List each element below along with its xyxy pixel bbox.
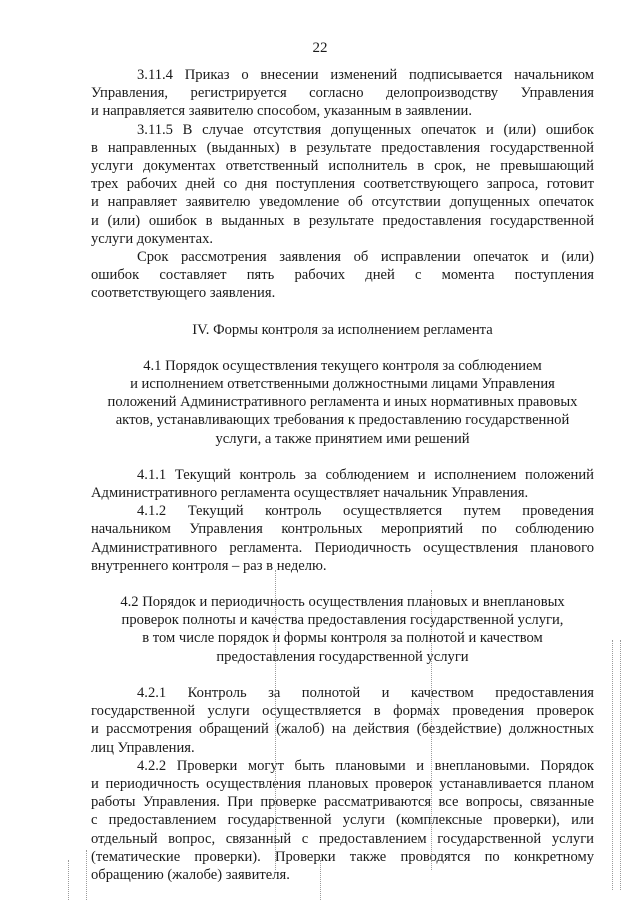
paragraph-review-term-line: Срок рассмотрения заявления об исправлении опечаток и (или) [137, 249, 594, 266]
subsection-4-2-heading-line: 4.2 Порядок и периодичность осуществления плановых и внеплановых [120, 594, 565, 611]
paragraph-4-2-2-line: (тематические проверки). Проверки также проводятся по конкретному [91, 848, 594, 865]
page-number: 22 [312, 40, 328, 56]
paragraph-4-2-2-line: отдельный вопрос, связанный с предоставлением государственной услуги [91, 830, 594, 847]
paragraph-review-term-line: соответствующего заявления. [91, 285, 276, 302]
subsection-4-1-heading-line: положений Административного регламента и иных нормативных правовых [107, 394, 578, 411]
paragraph-4-1-2-line: начальником Управления контрольных мероприятий по соблюдению [91, 521, 594, 538]
paragraph-4-1-2-line: 4.1.2 Текущий контроль осуществляется путем проведения [137, 503, 594, 520]
paragraph-3-11-5-line: трех рабочих дней со дня поступления соответствующего запроса, готовит [91, 176, 594, 193]
subsection-4-2-heading-line: предоставления государственной услуги [216, 648, 469, 665]
paragraph-3-11-5-line: услуги документах. [91, 230, 214, 247]
subsection-4-1-heading-line: актов, устанавливающих требования к предоставлению государственной [115, 412, 570, 429]
paragraph-4-2-1-line: государственной услуги осуществляется в формах проведения проверок [91, 703, 594, 720]
paragraph-3-11-5-line: и направляет заявителю уведомление об отсутствии допущенных опечаток [91, 194, 594, 211]
paragraph-4-2-1-line: лиц Управления. [91, 739, 195, 756]
paragraph-3-11-4-line: Управления, регистрируется согласно делопроизводству Управления [91, 85, 594, 102]
paragraph-3-11-5-line: в направленных (выданных) в результате предоставления государственной [91, 139, 594, 156]
paragraph-3-11-5-line: услуги документах ответственный исполнитель в срок, не превышающий [91, 158, 594, 175]
paragraph-3-11-5-line: 3.11.5 В случае отсутствия допущенных опечаток и (или) ошибок [137, 121, 594, 138]
paragraph-3-11-4-line: и направляется заявителю способом, указанным в заявлении. [91, 103, 472, 120]
paragraph-3-11-5-line: и (или) ошибок в выданных в результате предоставления государственной [91, 212, 594, 229]
paragraph-3-11-4-line: 3.11.4 Приказ о внесении изменений подписывается начальником [137, 67, 594, 83]
subsection-4-2-heading-line: в том числе порядок и формы контроля за полнотой и качеством [142, 630, 543, 647]
paragraph-4-2-2-line: 4.2.2 Проверки могут быть плановыми и внеплановыми. Порядок [137, 757, 594, 774]
scan-artifact [275, 570, 276, 870]
scan-artifact [86, 850, 87, 900]
scan-artifact [68, 860, 69, 900]
paragraph-4-1-1-line: Административного регламента осуществляет начальник Управления. [91, 485, 529, 502]
paragraph-4-2-1-line: 4.2.1 Контроль за полнотой и качеством предоставления [137, 684, 594, 701]
subsection-4-1-heading-line: и исполнением ответственными должностными лицами Управления [130, 376, 555, 393]
subsection-4-2-heading-line: проверок полноты и качества предоставления государственной услуги, [121, 612, 564, 629]
subsection-4-1-heading-line: 4.1 Порядок осуществления текущего контроля за соблюдением [143, 357, 542, 374]
paragraph-4-1-2-line: Административного регламента. Периодичность осуществления планового [91, 539, 594, 556]
scan-artifact [612, 640, 613, 890]
scan-artifact [320, 860, 321, 900]
paragraph-4-2-1-line: и рассмотрения обращений (жалоб) на действия (бездействие) должностных [91, 721, 594, 738]
paragraph-4-1-1-line: 4.1.1 Текущий контроль за соблюдением и исполнением положений [137, 466, 594, 483]
paragraph-4-2-2-line: с предоставлением государственной услуги (комплексные проверки), или [91, 812, 594, 829]
paragraph-review-term-line: ошибок составляет пять рабочих дней с момента поступления [91, 267, 594, 284]
subsection-4-1-heading-line: услуги, а также принятием ими решений [215, 430, 470, 447]
section-heading: IV. Формы контроля за исполнением регламента [192, 321, 493, 338]
scan-artifact [431, 590, 432, 870]
paragraph-4-1-2-line: внутреннего контроля – раз в неделю. [91, 557, 327, 574]
document-body [91, 66, 594, 884]
paragraph-4-2-2-line: обращению (жалобе) заявителя. [91, 866, 290, 883]
paragraph-4-2-2-line: и периодичность осуществления плановых проверок устанавливается планом [91, 775, 594, 792]
scan-artifact [620, 640, 621, 890]
paragraph-4-2-2-line: работы Управления. При проверке рассматриваются все вопросы, связанные [91, 794, 594, 811]
